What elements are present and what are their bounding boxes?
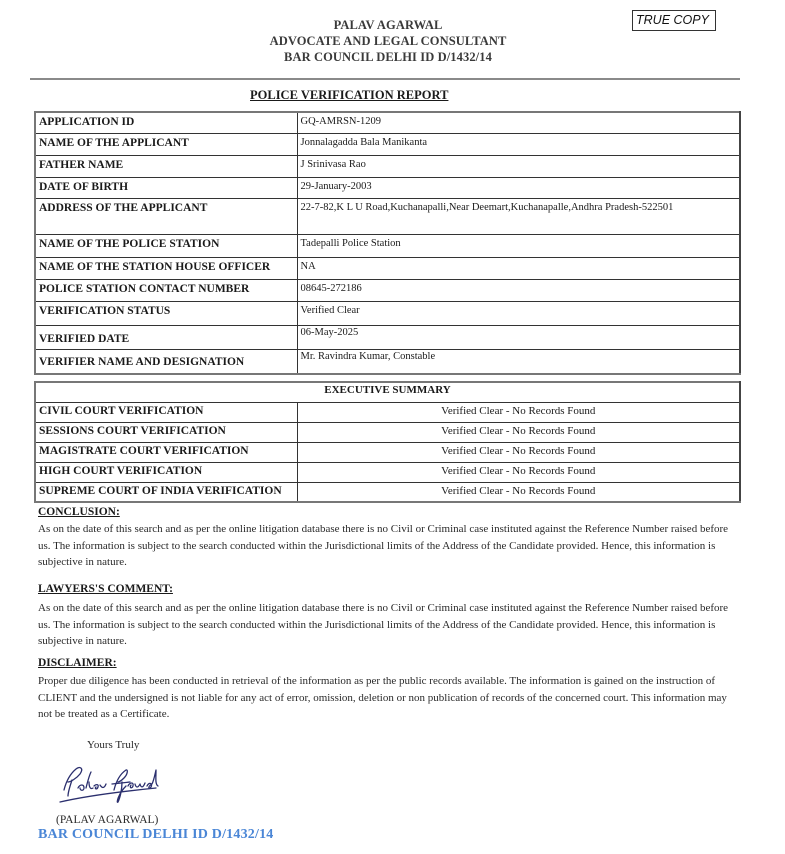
field-label: NAME OF THE APPLICANT <box>35 133 297 155</box>
advocate-designation: ADVOCATE AND LEGAL CONSULTANT <box>269 34 507 48</box>
conclusion-text: As on the date of this search and as per the online litigation database there is no Civil or Criminal case instituted against the Reference Number raised before us. The information is subject to the search conducted within the Jurisdictional limits of the Address of the Candidate provided. Hence, this information is subjective in nature. <box>38 523 729 568</box>
court-label: CIVIL COURT VERIFICATION <box>35 402 297 422</box>
applicant-details-table <box>34 111 741 375</box>
court-label: SUPREME COURT OF INDIA VERIFICATION <box>35 482 297 502</box>
table-row <box>35 177 740 198</box>
field-value: Tadepalli Police Station <box>297 234 740 257</box>
court-label: SESSIONS COURT VERIFICATION <box>35 422 297 442</box>
court-label: MAGISTRATE COURT VERIFICATION <box>35 442 297 462</box>
field-label: FATHER NAME <box>35 155 297 177</box>
disclaimer-text: Proper due diligence has been conducted in retrieval of the information as per the public records available. The information is gained on the instruction of CLIENT and the undersigned is not liable for any act of error, omission, deletion or non publication of records of the concerned court. This information may not be treated as a Certificate. <box>38 675 727 720</box>
field-value: Verified Clear <box>297 301 740 325</box>
report-title: POLICE VERIFICATION REPORT <box>250 88 449 102</box>
lawyers-comment-title: LAWYERS'S COMMENT: <box>38 583 173 595</box>
advocate-name: PALAV AGARWAL <box>333 18 443 32</box>
table-row <box>35 234 740 257</box>
table-row <box>35 257 740 279</box>
field-label: VERIFIED DATE <box>35 325 297 349</box>
field-label: APPLICATION ID <box>35 112 297 133</box>
field-value: GQ-AMRSN-1209 <box>297 112 740 133</box>
table-row <box>35 422 740 442</box>
summary-header: EXECUTIVE SUMMARY <box>35 382 740 402</box>
table-row <box>35 133 740 155</box>
summary-header-row <box>35 382 740 402</box>
lawyers-comment-text: As on the date of this search and as per the online litigation database there is no Civil or Criminal case instituted against the Reference Number raised before us. The information is subject to the search conducted within the Jurisdictional limits of the Address of the Candidate provided. Hence, this information is subjective in nature. <box>38 602 729 647</box>
field-label: VERIFIER NAME AND DESIGNATION <box>35 349 297 374</box>
field-value: NA <box>297 257 740 279</box>
signatory-name: (PALAV AGARWAL) <box>56 814 159 826</box>
conclusion-title: CONCLUSION: <box>38 506 120 518</box>
disclaimer-title: DISCLAIMER: <box>38 657 117 669</box>
court-status: Verified Clear - No Records Found <box>297 442 740 462</box>
field-label: NAME OF THE POLICE STATION <box>35 234 297 257</box>
field-value: 22-7-82,K L U Road,Kuchanapalli,Near Deemart,Kuchanapalle,Andhra Pradesh-522501 <box>297 198 740 234</box>
advocate-bar-id: BAR COUNCIL DELHI ID D/1432/14 <box>284 50 492 64</box>
field-label: POLICE STATION CONTACT NUMBER <box>35 279 297 301</box>
table-row <box>35 301 740 325</box>
table-row <box>35 155 740 177</box>
table-row <box>35 325 740 349</box>
header-divider <box>30 78 740 80</box>
closing-salutation: Yours Truly <box>87 739 140 751</box>
table-row <box>35 402 740 422</box>
table-row <box>35 349 740 374</box>
field-value: 29-January-2003 <box>297 177 740 198</box>
field-label: VERIFICATION STATUS <box>35 301 297 325</box>
field-value: J Srinivasa Rao <box>297 155 740 177</box>
table-row <box>35 279 740 301</box>
executive-summary-table <box>34 381 741 503</box>
court-status: Verified Clear - No Records Found <box>297 402 740 422</box>
court-label: HIGH COURT VERIFICATION <box>35 462 297 482</box>
court-status: Verified Clear - No Records Found <box>297 462 740 482</box>
court-status: Verified Clear - No Records Found <box>297 482 740 502</box>
signature-icon <box>56 760 166 810</box>
table-row <box>35 112 740 133</box>
field-label: ADDRESS OF THE APPLICANT <box>35 198 297 234</box>
field-label: NAME OF THE STATION HOUSE OFFICER <box>35 257 297 279</box>
table-row <box>35 442 740 462</box>
table-row <box>35 462 740 482</box>
field-value: 06-May-2025 <box>297 325 740 349</box>
table-row <box>35 482 740 502</box>
signatory-bar-id: BAR COUNCIL DELHI ID D/1432/14 <box>38 827 274 842</box>
letterhead <box>230 17 546 65</box>
field-value: Mr. Ravindra Kumar, Constable <box>297 349 740 374</box>
field-value: Jonnalagadda Bala Manikanta <box>297 133 740 155</box>
table-row <box>35 198 740 234</box>
true-copy-stamp: TRUE COPY <box>632 10 716 31</box>
field-label: DATE OF BIRTH <box>35 177 297 198</box>
court-status: Verified Clear - No Records Found <box>297 422 740 442</box>
field-value: 08645-272186 <box>297 279 740 301</box>
